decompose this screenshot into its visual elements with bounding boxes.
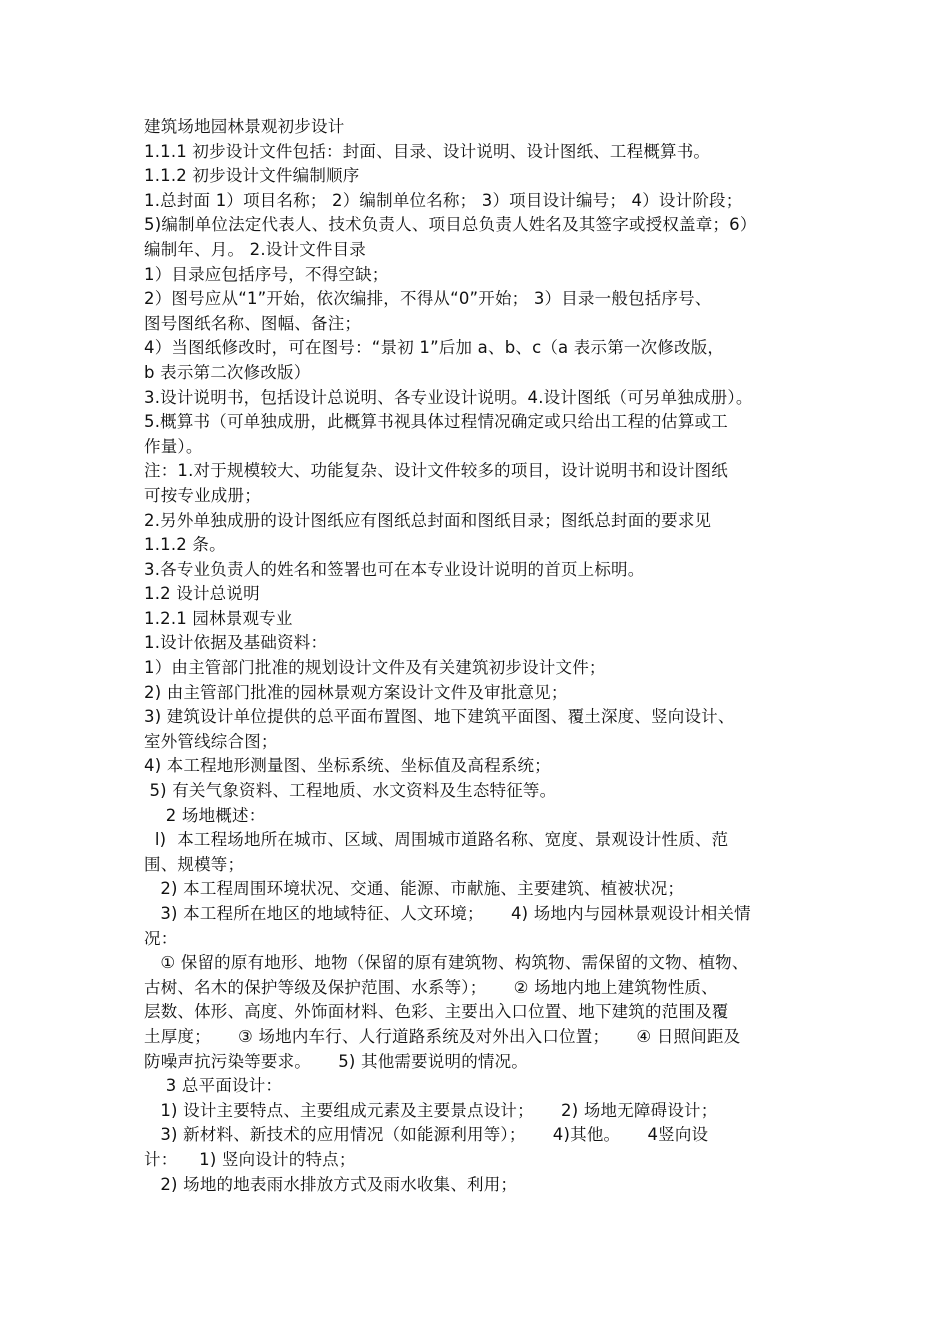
section-heading: 1.2 设计总说明 [144,584,260,604]
text-line: 2) 场地的地表雨水排放方式及雨水收集、利用； [144,1174,518,1194]
text-line: 3) 建筑设计单位提供的总平面布置图、地下建筑平面图、覆土深度、竖向设计、 [144,707,735,727]
text-line: 计： 1) 竖向设计的特点； [144,1149,356,1169]
section-heading: 1.2.1 园林景观专业 [144,608,293,628]
text-line: 2) 由主管部门批准的园林景观方案设计文件及审批意见； [144,682,568,702]
text-line: 防噪声抗污染等要求。 5) 其他需要说明的情况。 [144,1051,529,1071]
text-line: 作量）。 [144,436,203,456]
text-line: 古树、名木的保护等级及保护范围、水系等）； ② 场地内地上建筑物性质、 [144,977,718,997]
text-line: 4) 本工程地形测量图、坐标系统、坐标值及高程系统； [144,756,551,776]
text-line: 2）图号应从“1”开始，依次编排，不得从“0”开始； 3）目录一般包括序号、 [144,289,712,309]
text-line: 3 总平面设计： [144,1076,283,1096]
text-line: 编制年、月。 2.设计文件目录 [144,239,366,259]
text-line: 图号图纸名称、图幅、备注； [144,313,362,333]
text-line: 可按专业成册； [144,485,261,505]
text-line: 3) 本工程所在地区的地域特征、人文环境； 4) 场地内与园林景观设计相关情 [144,904,751,923]
text-line: 4）当图纸修改时，可在图号：“景初 1”后加 a、b、c（a 表示第一次修改版， [144,338,725,358]
document-title: 建筑场地园林景观初步设计 [144,117,345,136]
document-body [144,115,814,1197]
text-line: 3.设计说明书，包括设计总说明、各专业设计说明。4.设计图纸（可另单独成册）。 [144,387,753,407]
text-line: 1.设计依据及基础资料： [144,633,328,653]
text-line: 1.总封面 1）项目名称； 2）编制单位名称； 3）项目设计编号； 4）设计阶段； [144,190,743,210]
text-line: b 表示第二次修改版） [144,362,311,382]
text-line: 5.概算书（可单独成册，此概算书视具体过程情况确定或只给出工程的估算或工 [144,412,728,432]
text-line: 围、规模等； [144,854,245,874]
text-line: 2) 本工程周围环境状况、交通、能源、市献施、主要建筑、植被状况； [144,879,685,899]
text-line: ① 保留的原有地形、地物（保留的原有建筑物、构筑物、需保留的文物、植物、 [144,953,749,973]
text-line: 1.1.2 初步设计文件编制顺序 [144,166,360,186]
text-line: 室外管线综合图； [144,731,278,751]
text-line: 2.另外单独成册的设计图纸应有图纸总封面和图纸目录；图纸总封面的要求见 [144,510,712,530]
text-line: 1）目录应包括序号，不得空缺； [144,264,389,284]
text-line: 1) 设计主要特点、主要组成元素及主要景点设计； 2) 场地无障碍设计； [144,1100,718,1120]
text-line: 5)编制单位法定代表人、技术负责人、项目总负责人姓名及其签字或授权盖章；6） [144,215,757,235]
text-line: 1.1.2 条。 [144,535,226,555]
text-line: 2 场地概述： [144,805,266,825]
text-line: l) 本工程场地所在城市、区域、周围城市道路名称、宽度、景观设计性质、范 [144,830,729,850]
text-line: 3) 新材料、新技术的应用情况（如能源利用等）； 4)其他。 4竖向设 [144,1125,709,1145]
text-line: 5) 有关气象资料、工程地质、水文资料及生态特征等。 [144,781,557,801]
text-line: 注：1.对于规模较大、功能复杂、设计文件较多的项目，设计说明书和设计图纸 [144,461,728,481]
text-line: 1）由主管部门批准的规划设计文件及有关建筑初步设计文件； [144,658,606,678]
text-line: 土厚度； ③ 场地内车行、人行道路系统及对外出入口位置； ④ 日照间距及 [144,1026,741,1046]
text-line: 1.1.1 初步设计文件包括：封面、目录、设计说明、设计图纸、工程概算书。 [144,141,711,161]
text-line: 层数、体形、高度、外饰面材料、色彩、主要出入口位置、地下建筑的范围及覆 [144,1002,729,1022]
text-line: 况： [144,928,178,948]
text-line: 3.各专业负责人的姓名和签署也可在本专业设计说明的首页上标明。 [144,559,645,579]
